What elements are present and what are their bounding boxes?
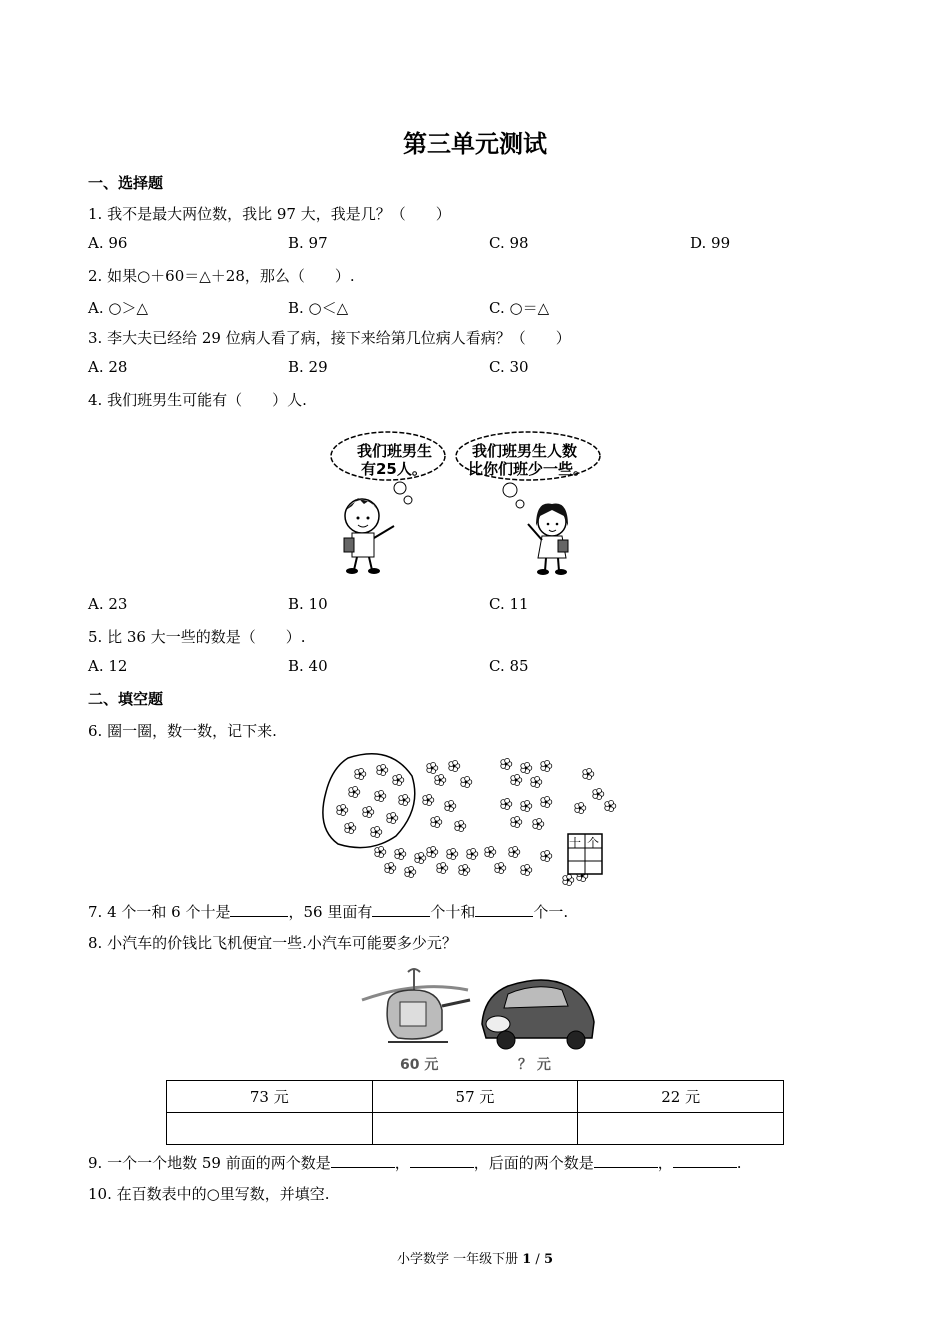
price-options-table [166,1080,784,1145]
q9-part-1: 9. 一个一个地数 59 前面的两个数是 [88,1154,331,1172]
girl-figure [528,503,568,575]
car-price-label: ？ 元 [518,1057,551,1073]
price-header-3: 22 元 [578,1081,784,1113]
flower [563,874,574,885]
q9-part-4: ， [657,1154,673,1172]
flower [375,790,386,801]
girl-thought-line-1: 我们班男生人数 [472,442,578,460]
footer-text: 小学数学 一年级下册 [396,1252,523,1267]
flower [371,826,382,837]
flower [495,862,506,873]
q9-blank-4[interactable] [673,1153,737,1168]
girl-thought-line-2: 比你们班少一些。 [468,460,589,478]
flower [435,774,446,785]
q4-option-c[interactable]: C. 11 [489,595,529,613]
flower [501,798,512,809]
footer-page-total: 5 [543,1252,553,1267]
boy-figure [344,498,394,574]
q5-option-a[interactable]: A. 12 [88,657,128,675]
flower [511,774,522,785]
q2-option-b[interactable]: B. ○＜△ [288,299,349,317]
plane-price-label: 60 元 [400,1057,439,1073]
flower [437,862,448,873]
flower [375,846,386,857]
section-heading-fill: 二、填空题 [88,690,164,708]
section-heading-choice: 一、选择题 [88,174,164,192]
q7-part-3: 个十和 [430,903,476,921]
flower [509,846,520,857]
flower [387,812,398,823]
price-answer-cell-3[interactable] [578,1113,784,1145]
question-1: 1. 我不是最大两位数，我比 97 大，我是几？（ ） [88,205,451,223]
q7-part-4: 个一. [533,903,569,921]
flower [461,776,472,787]
flower [459,864,470,875]
flower [521,800,532,811]
q7-blank-2[interactable] [372,902,430,917]
helicopter-figure [362,969,470,1042]
q7-blank-3[interactable] [475,902,533,917]
q9-part-5: . [736,1154,742,1172]
price-header-2: 57 元 [372,1081,578,1113]
question-8: 8. 小汽车的价钱比飞机便宜一些.小汽车可能要多少元？ [88,934,457,952]
q1-option-c[interactable]: C. 98 [489,234,529,252]
question-3: 3. 李大夫已经给 29 位病人看了病，接下来给第几位病人看病？（ ） [88,329,571,347]
flower [393,774,404,785]
question-9 [88,1152,742,1173]
q5-option-c[interactable]: C. 85 [489,657,529,675]
q1-option-a[interactable]: A. 96 [88,234,128,252]
q7-blank-1[interactable] [230,902,288,917]
boy-thought-line-1: 我们班男生 [357,442,433,460]
q9-blank-3[interactable] [594,1153,658,1168]
flower [415,852,426,863]
price-header-1: 73 元 [167,1081,373,1113]
q9-part-3: ，后面的两个数是 [473,1154,594,1172]
q3-option-a[interactable]: A. 28 [88,358,128,376]
q8-illustration [358,960,598,1056]
flower [427,846,438,857]
flower [575,802,586,813]
flower [355,768,366,779]
car-figure [482,980,594,1049]
flower [593,788,604,799]
flower [395,848,406,859]
q7-part-2: ，56 里面有 [288,903,373,921]
flower [511,816,522,827]
flower [583,768,594,779]
flower [531,776,542,787]
flower [485,846,496,857]
flower [363,806,374,817]
question-2: 2. 如果○＋60＝△＋28，那么（ ）. [88,267,355,285]
flower [427,762,438,773]
q2-option-a[interactable]: A. ○＞△ [88,299,148,317]
q1-option-d[interactable]: D. 99 [690,234,731,252]
flower [377,764,388,775]
page-footer [0,1248,950,1267]
place-value-tens: 十 [569,836,582,850]
flower [455,820,466,831]
flower [501,758,512,769]
price-answer-cell-2[interactable] [372,1113,578,1145]
flower [423,794,434,805]
flower [521,864,532,875]
flower [541,760,552,771]
q6-flowers-illustration [320,748,620,893]
flower [405,866,416,877]
place-value-ones: 个 [587,836,600,850]
question-6: 6. 圈一圈，数一数，记下来. [88,722,277,740]
flower [349,786,360,797]
q7-part-1: 7. 4 个一和 6 个十是 [88,903,231,921]
q4-option-b[interactable]: B. 10 [288,595,328,613]
boy-thought-line-2: 有25人。 [361,460,427,478]
table-row [167,1113,784,1145]
q3-option-c[interactable]: C. 30 [489,358,529,376]
q1-option-b[interactable]: B. 97 [288,234,328,252]
flower [467,848,478,859]
q9-blank-1[interactable] [331,1153,395,1168]
q2-option-c[interactable]: C. ○＝△ [489,299,550,317]
flower [541,850,552,861]
flower [541,796,552,807]
footer-separator: / [531,1252,544,1267]
q4-option-a[interactable]: A. 23 [88,595,128,613]
question-10: 10. 在百数表中的○里写数，并填空. [88,1185,330,1203]
flower [447,848,458,859]
question-4: 4. 我们班男生可能有（ ）人. [88,391,307,409]
q9-part-2: ， [394,1154,410,1172]
flower [533,818,544,829]
page-title: 第三单元测试 [403,129,547,158]
flower [605,800,616,811]
price-answer-cell-1[interactable] [167,1113,373,1145]
flower [521,762,532,773]
flower [385,862,396,873]
q5-option-b[interactable]: B. 40 [288,657,328,675]
flower [449,760,460,771]
flower [399,794,410,805]
footer-page-number: 1 [522,1252,532,1267]
q3-option-b[interactable]: B. 29 [288,358,328,376]
flower [431,816,442,827]
q9-blank-2[interactable] [410,1153,474,1168]
flower [337,804,348,815]
question-7 [88,901,568,922]
question-5: 5. 比 36 大一些的数是（ ）. [88,628,306,646]
flower [445,800,456,811]
flower [345,822,356,833]
table-row [167,1081,784,1113]
